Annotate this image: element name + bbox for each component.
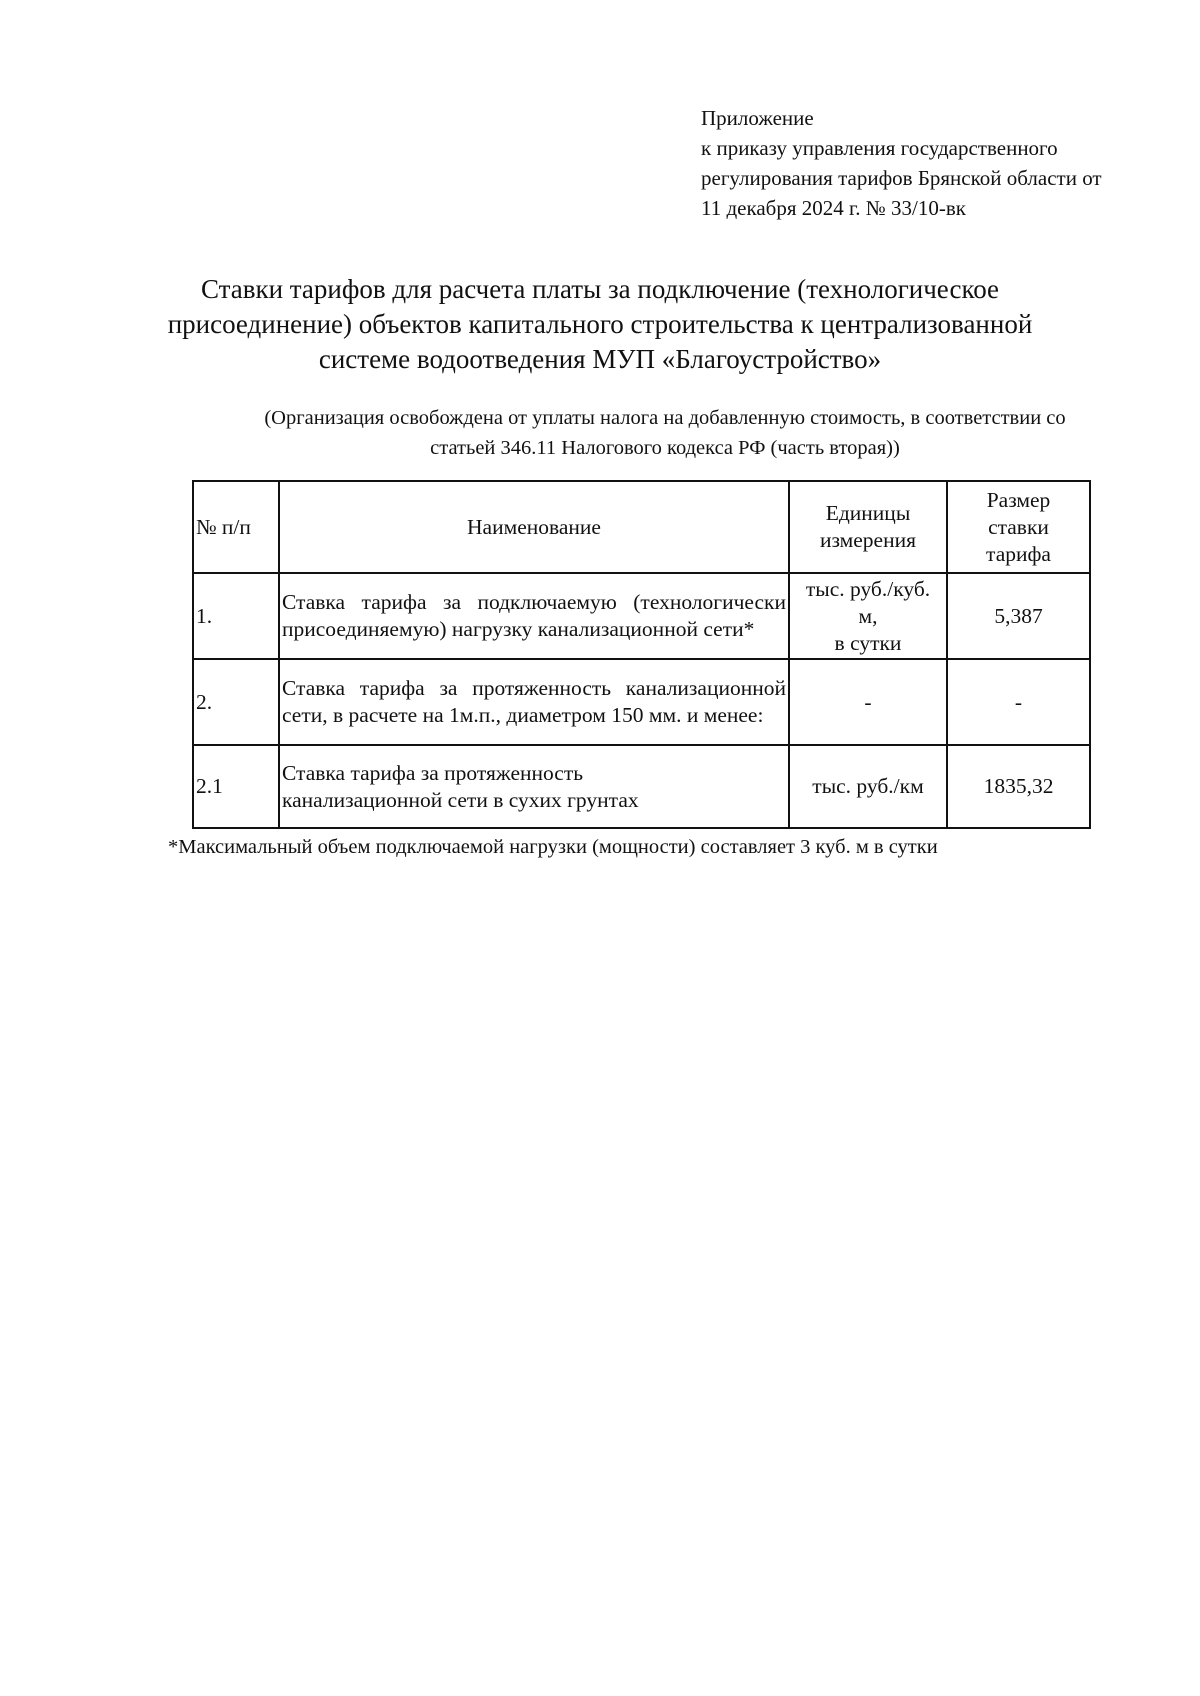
row-unit: - (789, 659, 947, 745)
row-unit-line: тыс. руб./куб. (805, 576, 931, 601)
header-rate-line: ставки (988, 514, 1049, 539)
vat-note-line: (Организация освобождена от уплаты налога на добавленную стоимость, в соответствии со (264, 407, 1066, 429)
row-unit (789, 573, 947, 659)
appendix-line: регулирования тарифов Брянской области от (701, 166, 1102, 190)
header-unit-line: Единицы (825, 501, 911, 525)
header-rate-line: тарифа (986, 541, 1051, 566)
vat-note (210, 403, 1120, 463)
document-title (150, 272, 1050, 377)
row-unit: тыс. руб./км (789, 745, 947, 828)
row-number: 2. (193, 659, 279, 745)
row-unit-line: в сутки (834, 630, 902, 655)
table-row (193, 745, 1090, 828)
footnote: *Максимальный объем подключаемой нагрузки (мощности) составляет 3 куб. м в сутки (168, 836, 938, 858)
row-name-line: канализационной сети в сухих грунтах (282, 787, 639, 812)
header-number: № п/п (193, 481, 279, 573)
appendix-order-date: 11 декабря 2024 г. № 33/10-вк (701, 196, 967, 220)
header-name: Наименование (279, 481, 789, 573)
row-rate: 5,387 (947, 573, 1090, 659)
header-unit-line: измерения (819, 528, 917, 552)
table-row (193, 573, 1090, 659)
row-number: 2.1 (193, 745, 279, 828)
header-rate (947, 481, 1090, 573)
header-unit (789, 481, 947, 573)
vat-note-line: статьей 346.11 Налогового кодекса РФ (часть вторая)) (430, 437, 900, 459)
appendix-line: к приказу управления государственного (701, 136, 1058, 160)
row-name-line: Ставка тарифа за протяженность (282, 760, 584, 785)
title-line: системе водоотведения МУП «Благоустройство» (318, 344, 882, 374)
row-name: Ставка тарифа за подключаемую (технологически присоединяемую) нагрузку канализационной сети* (279, 573, 789, 659)
appendix-label: Приложение (701, 106, 814, 130)
tariff-table (192, 480, 1091, 829)
table-row (193, 659, 1090, 745)
title-line: Ставки тарифов для расчета платы за подключение (технологическое (200, 274, 1000, 304)
row-rate: - (947, 659, 1090, 745)
row-rate: 1835,32 (947, 745, 1090, 828)
table-header-row (193, 481, 1090, 573)
row-unit-line: м, (858, 603, 878, 628)
appendix-block (701, 103, 1161, 223)
header-rate-line: Размер (986, 487, 1051, 512)
title-line: присоединение) объектов капитального строительства к централизованной (167, 309, 1033, 339)
row-number: 1. (193, 573, 279, 659)
row-name: Ставка тарифа за протяженность канализационной сети, в расчете на 1м.п., диаметром 150 мм. и менее: (279, 659, 789, 745)
row-name (279, 745, 789, 828)
